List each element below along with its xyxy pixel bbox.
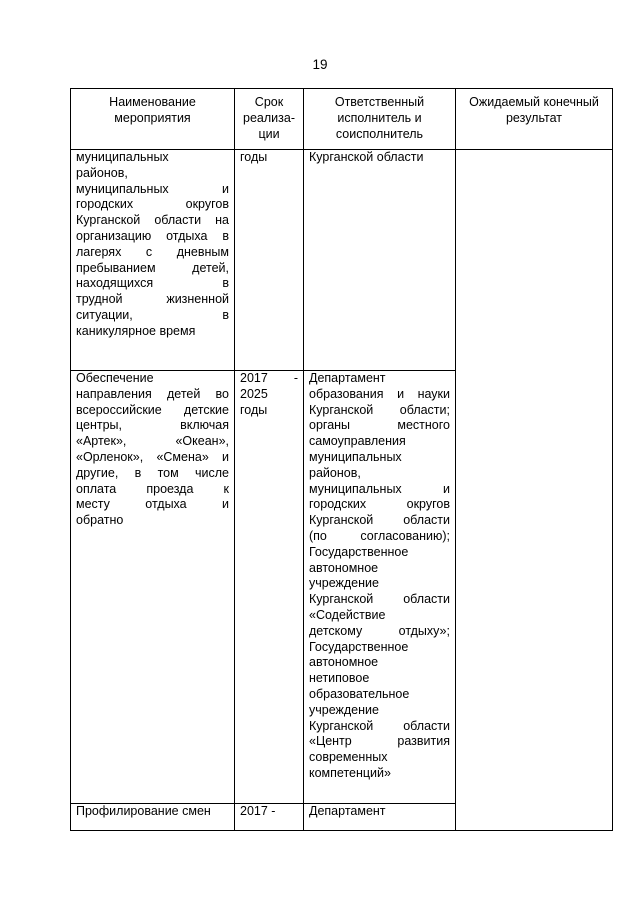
cell-word: оплата bbox=[76, 481, 117, 496]
cell-line: Ответственный bbox=[334, 95, 425, 109]
cell-line bbox=[309, 592, 450, 608]
cell-line: учреждение bbox=[309, 576, 379, 591]
cell-line: Наименование bbox=[109, 95, 196, 109]
cell-line: автономное bbox=[309, 655, 379, 670]
cell-name bbox=[71, 804, 235, 831]
cell-line: районов, bbox=[76, 165, 128, 180]
cell-word: в bbox=[222, 228, 229, 243]
cell-line bbox=[76, 261, 229, 277]
cell-line: ции bbox=[258, 126, 280, 141]
cell-word: и bbox=[443, 481, 450, 496]
cell-word: с bbox=[145, 244, 153, 259]
cell-word: области bbox=[403, 513, 450, 528]
cell-word: области; bbox=[399, 402, 450, 417]
cell-line bbox=[76, 482, 229, 498]
cell-line bbox=[76, 182, 229, 198]
cell-name bbox=[71, 150, 235, 371]
cell-word: согласованию); bbox=[360, 528, 450, 543]
cell-word: «Смена» bbox=[156, 449, 209, 464]
cell-word: Курганской bbox=[309, 402, 374, 417]
header-term bbox=[235, 89, 304, 150]
cell-word: находящихся bbox=[76, 276, 154, 291]
cell-line: результат bbox=[505, 110, 562, 125]
cell-word: развития bbox=[397, 734, 450, 749]
cell-word: и bbox=[222, 449, 229, 464]
cell-word: детей bbox=[166, 386, 201, 401]
cell-line: мероприятия bbox=[114, 110, 191, 125]
cell-word: науки bbox=[417, 386, 450, 401]
cell-word: в bbox=[222, 276, 229, 291]
cell-line: Департамент bbox=[309, 804, 386, 818]
cell-line: 2025 bbox=[240, 386, 268, 401]
page-number: 19 bbox=[312, 57, 328, 72]
cell-line: Департамент bbox=[309, 371, 386, 385]
cell-word: образования bbox=[309, 386, 384, 401]
cell-line bbox=[76, 497, 229, 513]
cell-word: ситуации, bbox=[76, 307, 133, 322]
cell-line: соисполнитель bbox=[335, 126, 424, 141]
cell-word: и bbox=[397, 386, 405, 401]
cell-word: детскому bbox=[309, 623, 363, 638]
cell-line: нетиповое bbox=[309, 671, 370, 686]
cell-line: автономное bbox=[309, 560, 379, 575]
cell-word: органы bbox=[309, 418, 351, 433]
cell-word: «Орленок», bbox=[76, 449, 144, 464]
cell-line: Срок bbox=[254, 95, 284, 109]
cell-line bbox=[309, 403, 450, 419]
cell-word: пребыванием bbox=[76, 260, 156, 275]
cell-word: центры, bbox=[76, 418, 123, 433]
cell-word: трудной bbox=[76, 292, 123, 307]
cell-name bbox=[71, 371, 235, 804]
cell-line: самоуправления bbox=[309, 434, 406, 449]
cell-word: - bbox=[293, 371, 298, 385]
cell-word: в bbox=[134, 465, 142, 480]
cell-word: «Артек», bbox=[76, 434, 127, 449]
cell-word: другие, bbox=[76, 465, 119, 480]
cell-word: и bbox=[222, 181, 229, 196]
cell-line: годы bbox=[240, 402, 268, 417]
cell-line bbox=[309, 529, 450, 545]
cell-line bbox=[76, 229, 229, 245]
cell-line: учреждение bbox=[309, 702, 379, 717]
cell-line: Обеспечение bbox=[76, 371, 154, 385]
cell-line bbox=[76, 245, 229, 261]
cell-line bbox=[309, 418, 450, 434]
cell-word: детей, bbox=[192, 260, 229, 275]
cell-line: Ожидаемый конечный bbox=[469, 95, 599, 109]
cell-word: отдыха bbox=[166, 228, 208, 243]
cell-line: Профилирование смен bbox=[76, 804, 211, 818]
cell-word: месту bbox=[76, 497, 110, 512]
header-result bbox=[456, 89, 613, 150]
cell-word: на bbox=[215, 213, 229, 228]
cell-word: и bbox=[222, 497, 229, 512]
cell-line: обратно bbox=[76, 513, 124, 528]
cell-word: том bbox=[157, 465, 179, 480]
cell-line bbox=[76, 403, 229, 419]
cell-line bbox=[309, 719, 450, 735]
cell-word: местного bbox=[397, 418, 450, 433]
cell-line: каникулярное время bbox=[76, 323, 196, 338]
cell-line: Курганской области bbox=[309, 150, 424, 164]
cell-word: отдыха bbox=[145, 497, 187, 512]
cell-word: Курганской bbox=[309, 718, 374, 733]
cell-executor bbox=[304, 371, 456, 804]
cell-word: организацию bbox=[76, 228, 152, 243]
table-row bbox=[71, 150, 613, 371]
cell-executor bbox=[304, 150, 456, 371]
cell-line: реализа- bbox=[243, 110, 295, 125]
cell-executor bbox=[304, 804, 456, 831]
cell-word: направления bbox=[76, 386, 152, 401]
cell-word: в bbox=[222, 307, 229, 322]
cell-word: Курганской bbox=[76, 213, 141, 228]
cell-term bbox=[235, 371, 304, 804]
cell-line: муниципальных bbox=[76, 150, 169, 164]
cell-term bbox=[235, 804, 304, 831]
cell-line bbox=[76, 308, 229, 324]
cell-word: области bbox=[403, 718, 450, 733]
cell-line bbox=[76, 466, 229, 482]
cell-word: муниципальных bbox=[76, 181, 169, 196]
cell-word: лагерях bbox=[76, 244, 122, 259]
cell-line bbox=[76, 434, 229, 450]
cell-line bbox=[309, 624, 450, 640]
cell-word: детские bbox=[183, 402, 229, 417]
cell-line: компетенций» bbox=[309, 765, 391, 780]
cell-word: области bbox=[403, 592, 450, 607]
cell-line: исполнитель и bbox=[337, 110, 422, 125]
cell-line: современных bbox=[309, 750, 388, 765]
cell-word: включая bbox=[180, 418, 229, 433]
cell-word: проезда bbox=[146, 481, 194, 496]
cell-line bbox=[76, 292, 229, 308]
cell-line: Государственное bbox=[309, 639, 409, 654]
cell-word: Курганской bbox=[309, 592, 374, 607]
cell-line bbox=[76, 387, 229, 403]
cell-result bbox=[456, 150, 613, 831]
cell-word: городских bbox=[309, 497, 367, 512]
cell-line bbox=[309, 482, 450, 498]
cell-line bbox=[309, 387, 450, 403]
cell-line bbox=[309, 513, 450, 529]
cell-word: числе bbox=[195, 465, 229, 480]
cell-line bbox=[76, 276, 229, 292]
cell-word: дневным bbox=[176, 244, 229, 259]
header-executor bbox=[304, 89, 456, 150]
cell-word: жизненной bbox=[166, 292, 229, 307]
cell-word: «Океан», bbox=[175, 434, 229, 449]
cell-word: округов bbox=[185, 197, 229, 212]
cell-word: городских bbox=[76, 197, 134, 212]
cell-line bbox=[309, 734, 450, 750]
cell-line bbox=[240, 371, 298, 387]
cell-line bbox=[76, 213, 229, 229]
cell-term bbox=[235, 150, 304, 371]
cell-word: 2017 bbox=[240, 371, 268, 385]
cell-word: «Центр bbox=[309, 734, 352, 749]
header-name bbox=[71, 89, 235, 150]
cell-line: годы bbox=[240, 150, 268, 164]
cell-word: муниципальных bbox=[309, 481, 402, 496]
cell-line: образовательное bbox=[309, 686, 410, 701]
cell-word: во bbox=[215, 386, 229, 401]
cell-line: 2017 - bbox=[240, 804, 276, 818]
cell-word: (по bbox=[309, 528, 327, 543]
cell-line: «Содействие bbox=[309, 607, 386, 622]
cell-line: муниципальных bbox=[309, 449, 402, 464]
cell-word: округов bbox=[406, 497, 450, 512]
cell-line bbox=[309, 497, 450, 513]
activities-table bbox=[70, 88, 613, 831]
cell-word: Курганской bbox=[309, 513, 374, 528]
cell-line bbox=[76, 418, 229, 434]
cell-word: отдыху»; bbox=[398, 623, 450, 638]
cell-line: Государственное bbox=[309, 544, 409, 559]
cell-word: к bbox=[223, 481, 229, 496]
cell-word: всероссийские bbox=[76, 402, 162, 417]
cell-line bbox=[76, 197, 229, 213]
cell-line: районов, bbox=[309, 465, 361, 480]
table-header-row bbox=[71, 89, 613, 150]
cell-line bbox=[76, 450, 229, 466]
cell-word: области bbox=[154, 213, 202, 228]
